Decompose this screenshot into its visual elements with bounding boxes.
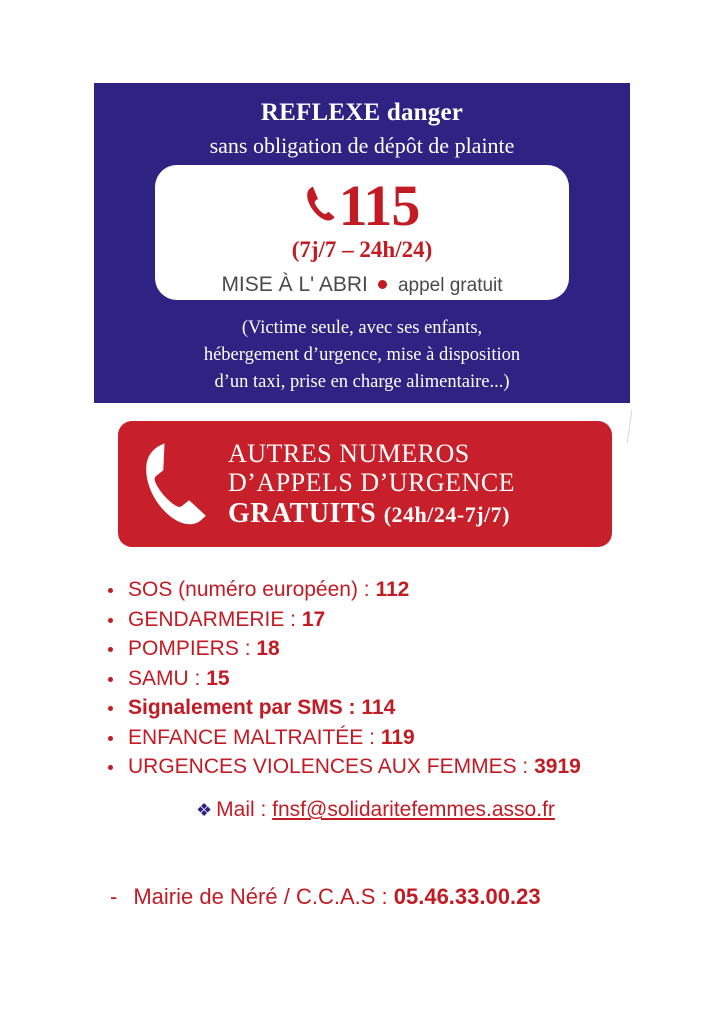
- list-item-value: 15: [206, 666, 230, 690]
- reflexe-danger-box: [94, 83, 630, 403]
- list-item: [100, 664, 660, 694]
- list-item-label: SAMU :: [128, 666, 207, 690]
- list-item: [100, 723, 660, 753]
- separator-dot-icon: [378, 280, 387, 289]
- mail-link[interactable]: fnsf@solidaritefemmes.asso.fr: [272, 798, 555, 821]
- emergency-numbers-list: [100, 575, 660, 782]
- list-item: [100, 575, 660, 605]
- reflexe-note-line-1: (Victime seule, avec ses enfants,: [241, 318, 483, 338]
- list-item-value: 114: [361, 696, 396, 719]
- mise-a-l-abri-label: MISE À L' ABRI: [221, 273, 368, 296]
- list-item-value: 18: [256, 637, 280, 660]
- reflexe-note-line-3: d’un taxi, prise en charge alimentaire...): [214, 371, 510, 392]
- mise-a-l-abri-line: [155, 273, 569, 297]
- appel-gratuit-label: appel gratuit: [397, 275, 503, 296]
- list-item-value: 17: [301, 607, 326, 631]
- list-item: [100, 634, 660, 664]
- list-item-value: 112: [375, 578, 410, 601]
- banner-line-3: [228, 498, 515, 530]
- list-item-value: 3919: [534, 755, 581, 778]
- phone-handset-icon: [305, 185, 335, 227]
- list-item-label: URGENCES VIOLENCES AUX FEMMES :: [128, 755, 535, 778]
- emergency-number-card: [155, 165, 569, 300]
- list-item-value: 119: [380, 725, 415, 749]
- mairie-label: Mairie de Néré / C.C.A.S :: [133, 884, 394, 909]
- reflexe-note: [94, 315, 630, 395]
- other-emergency-numbers-banner: [118, 421, 612, 547]
- banner-text: [228, 439, 515, 529]
- banner-line-2: D’APPELS D’URGENCE: [228, 468, 516, 498]
- list-item-label: SOS (numéro européen) :: [128, 578, 376, 601]
- mail-line: [196, 798, 555, 822]
- mail-label: Mail :: [216, 798, 273, 821]
- list-item: [100, 605, 660, 635]
- reflexe-note-line-2: hébergement d’urgence, mise à disposition: [203, 344, 521, 365]
- number-115: 115: [338, 173, 420, 238]
- banner-gratuits-label: GRATUITS: [228, 497, 377, 529]
- availability-hours: (7j/7 – 24h/24): [291, 237, 433, 262]
- reflexe-subtitle: sans obligation de dépôt de plainte: [209, 133, 515, 159]
- stray-pencil-mark: [627, 409, 645, 444]
- mairie-phone-number: 05.46.33.00.23: [393, 884, 541, 909]
- phone-handset-icon: [142, 441, 220, 527]
- list-item-label: POMPIERS :: [128, 637, 257, 660]
- emergency-number-row: [155, 173, 569, 238]
- banner-hours-label: (24h/24-7j/7): [383, 501, 510, 527]
- list-item-label: Signalement par SMS :: [128, 696, 362, 719]
- list-item-label: ENFANCE MALTRAITÉE :: [128, 725, 381, 749]
- list-item-label: GENDARMERIE :: [128, 607, 302, 631]
- banner-line-1: AUTRES NUMEROS: [228, 438, 470, 468]
- dash-bullet-icon: -: [110, 884, 118, 909]
- mairie-contact-line: [110, 884, 541, 910]
- reflexe-title: REFLEXE danger: [260, 99, 464, 126]
- list-item: [100, 752, 660, 782]
- list-item: [100, 693, 660, 723]
- diamond-bullet-icon: ❖: [196, 800, 213, 820]
